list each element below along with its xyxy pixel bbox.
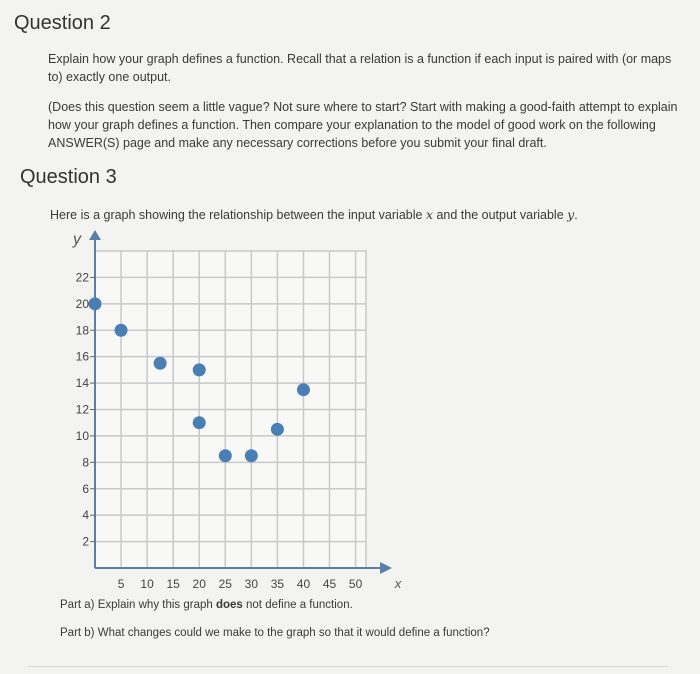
question-3-intro [50, 206, 680, 224]
data-point [193, 363, 206, 376]
intro-text-start: Here is a graph showing the relationship between the input variable [50, 208, 426, 222]
y-tick-label: 22 [75, 270, 89, 285]
x-tick-label: 5 [117, 577, 125, 591]
x-tick-label: 30 [244, 577, 259, 591]
x-tick-label: 10 [140, 577, 154, 591]
x-tick-label: 50 [348, 577, 363, 591]
question-2-title: Question 2 [14, 12, 111, 34]
y-tick-label: 8 [82, 455, 89, 470]
x-tick-label: 40 [296, 577, 311, 591]
x-tick-label: 45 [322, 577, 337, 591]
data-point [271, 423, 284, 436]
x-tick-label: 15 [166, 577, 180, 591]
part-a-text-start: Explain why this graph [94, 599, 216, 611]
y-axis-arrow [89, 230, 101, 240]
y-tick-label: 2 [82, 534, 89, 549]
part-a-text-end: not define a function. [242, 599, 353, 611]
x-axis-label: x [394, 576, 402, 591]
data-point [154, 357, 167, 370]
data-point [245, 449, 258, 462]
question-2-prompt: Explain how your graph defines a function. Recall that a relation is a function if each input is paired with (or maps to) exactly one output. [48, 52, 672, 84]
y-tick-label: 10 [75, 428, 89, 443]
y-tick-label: 12 [75, 402, 89, 417]
x-axis-arrow [380, 562, 392, 574]
divider-line [28, 666, 668, 667]
question-3-title: Question 3 [20, 166, 117, 188]
y-tick-label: 14 [75, 376, 89, 391]
part-a-bold-word: does [215, 599, 243, 611]
intro-text-end: . [574, 208, 578, 222]
part-b [60, 627, 490, 639]
y-tick-label: 4 [82, 508, 89, 523]
y-tick-label: 6 [82, 481, 89, 496]
data-point [219, 449, 232, 462]
part-a-label: Part a) [60, 599, 95, 611]
scatter-chart-svg [40, 228, 410, 593]
scatter-graph [40, 228, 410, 593]
variable-y: y [567, 207, 575, 222]
part-b-label: Part b) [60, 627, 95, 639]
x-tick-label: 20 [192, 577, 206, 591]
question-2-hint: (Does this question seem a little vague? Not sure where to start? Start with making a good-faith attempt to explain how your graph defines a function. Then compare your explanation to the model of good work on the following ANSWER(S) page and make any necessary corrections before you submit your final draft. [48, 100, 678, 150]
x-tick-label: 35 [270, 577, 285, 591]
y-axis-label: y [73, 231, 81, 248]
y-tick-label: 20 [75, 296, 89, 311]
x-tick-label: 25 [218, 577, 232, 591]
intro-text-middle: and the output variable [433, 208, 568, 222]
y-tick-label: 18 [75, 323, 89, 338]
y-tick-label: 16 [75, 349, 89, 364]
variable-x: x [425, 207, 433, 222]
data-point [89, 297, 102, 310]
data-point [297, 383, 310, 396]
data-point [193, 416, 206, 429]
part-b-text: What changes could we make to the graph so that it would define a function? [94, 627, 490, 639]
data-point [115, 324, 128, 337]
part-a [60, 599, 353, 611]
